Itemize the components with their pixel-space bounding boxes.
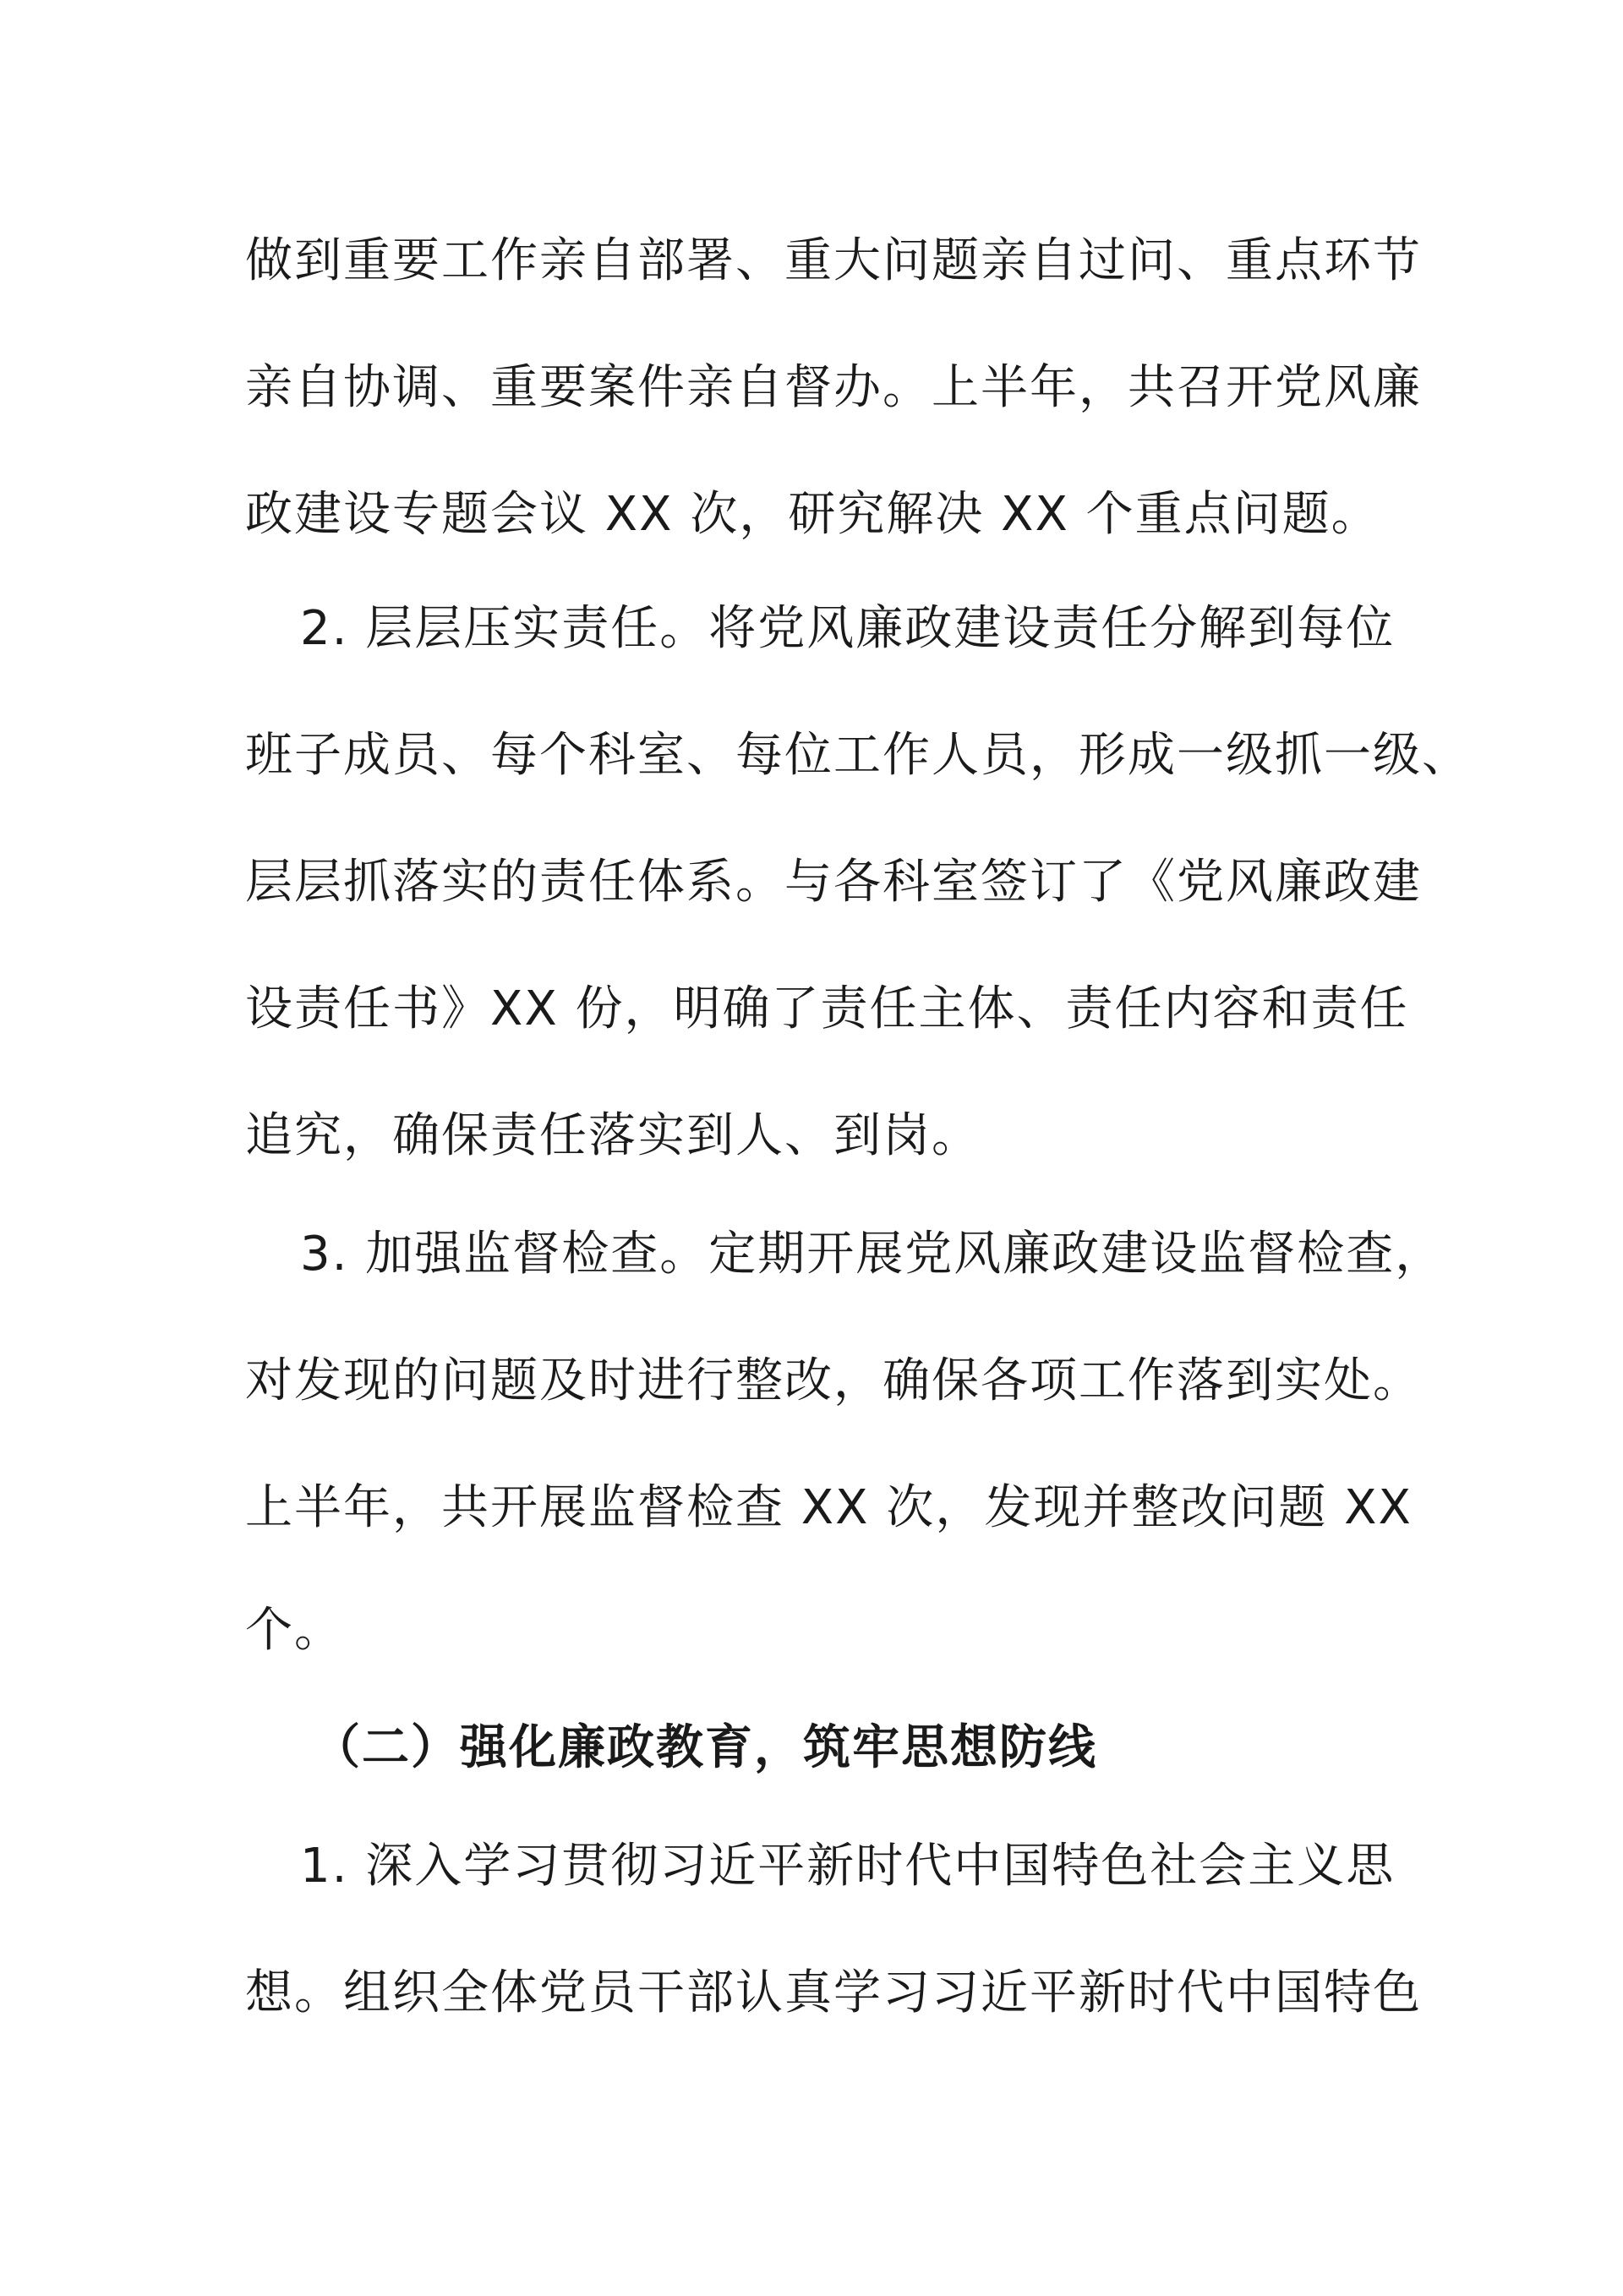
paragraph-start-line: 3. 加强监督检查。定期开展党风廉政建设监督检查， [300, 1227, 1445, 1282]
body-text-line: 追究，确保责任落实到人、到岗。 [245, 1108, 981, 1163]
body-text-line: 想。组织全体党员干部认真学习习近平新时代中国特色 [245, 1965, 1422, 2020]
body-text-line: 设责任书》XX 份，明确了责任主体、责任内容和责任 [245, 981, 1409, 1036]
paragraph-start-line: 2. 层层压实责任。将党风廉政建设责任分解到每位 [300, 601, 1396, 656]
body-text-line: 上半年，共开展监督检查 XX 次，发现并整改问题 XX [245, 1480, 1413, 1535]
section-heading: （二）强化廉政教育，筑牢思想防线 [313, 1720, 1097, 1775]
body-text-line: 班子成员、每个科室、每位工作人员，形成一级抓一级、 [245, 728, 1471, 783]
paragraph-start-line: 1. 深入学习贯彻习近平新时代中国特色社会主义思 [300, 1839, 1396, 1894]
body-text-line: 层层抓落实的责任体系。与各科室签订了《党风廉政建 [245, 855, 1422, 910]
body-text-line: 政建设专题会议 XX 次，研究解决 XX 个重点问题。 [245, 487, 1380, 542]
body-text-line: 亲自协调、重要案件亲自督办。上半年，共召开党风廉 [245, 360, 1422, 415]
body-text-line: 对发现的问题及时进行整改，确保各项工作落到实处。 [245, 1353, 1422, 1408]
body-text-line: 个。 [245, 1603, 343, 1658]
body-text-line: 做到重要工作亲自部署、重大问题亲自过问、重点环节 [245, 233, 1422, 288]
